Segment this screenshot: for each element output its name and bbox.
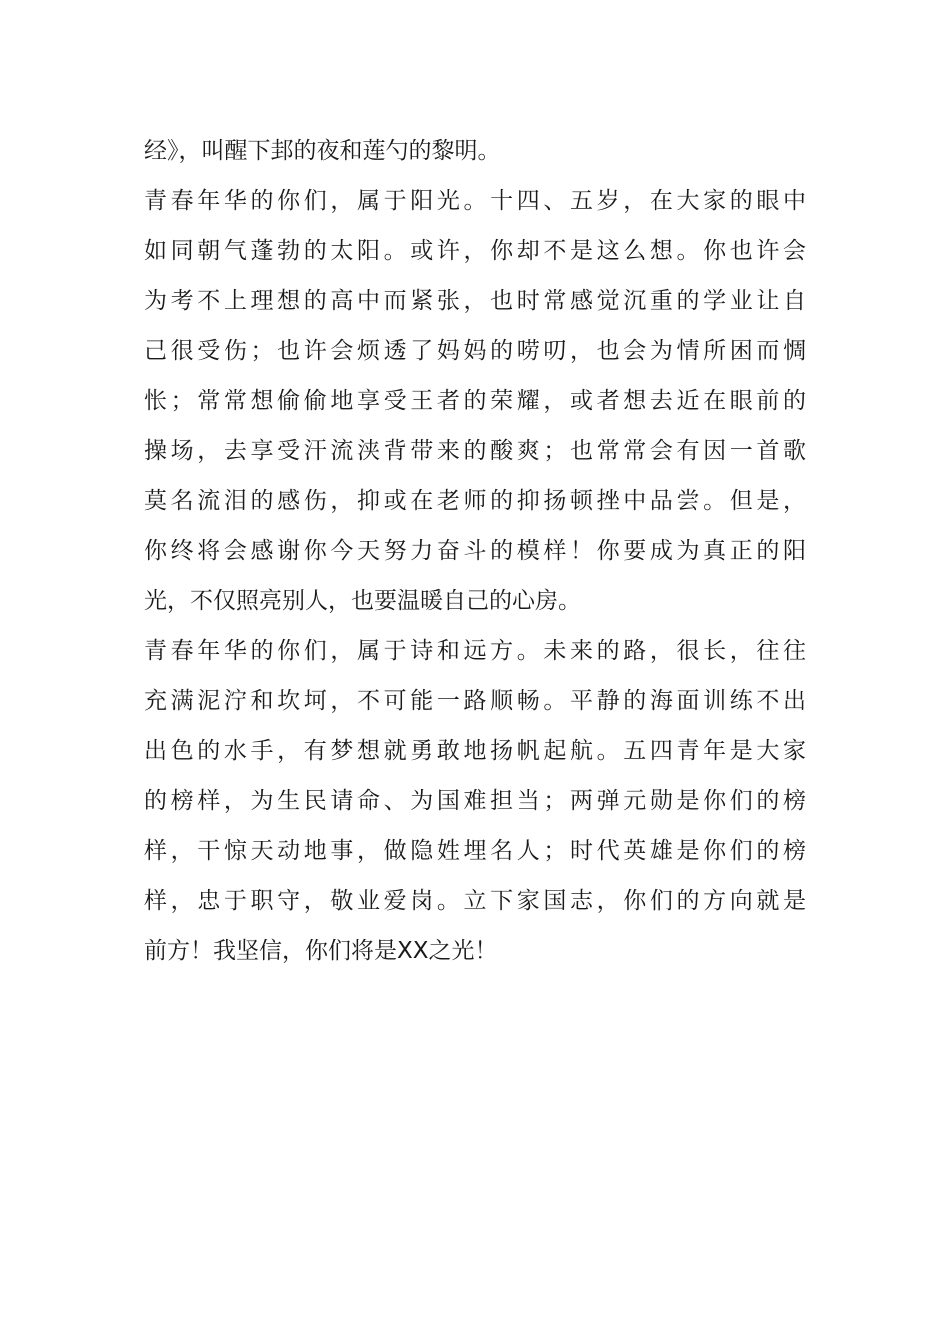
- text-line: 为考不上理想的高中而紧张，也时常感觉沉重的学业让自: [144, 288, 806, 314]
- text-line: 操场，去享受汗流浃背带来的酸爽；也常常会有因一首歌: [144, 438, 806, 464]
- text-line: 如同朝气蓬勃的太阳。或许，你却不是这么想。你也许会: [144, 238, 806, 264]
- document-body: [144, 126, 806, 976]
- text-line: 出色的水手，有梦想就勇敢地扬帆起航。五四青年是大家: [144, 738, 806, 764]
- text-line: 青春年华的你们，属于阳光。十四、五岁，在大家的眼中: [144, 188, 806, 214]
- text-line: 样，忠于职守，敬业爱岗。立下家国志，你们的方向就是: [144, 888, 806, 914]
- text-line: 前方！我坚信，你们将是XX之光！: [144, 938, 498, 964]
- text-line: 青春年华的你们，属于诗和远方。未来的路，很长，往往: [144, 638, 806, 664]
- text-line: 莫名流泪的感伤，抑或在老师的抑扬顿挫中品尝。但是，: [144, 488, 806, 514]
- text-line: 光，不仅照亮别人，也要温暖自己的心房。: [144, 588, 581, 614]
- text-line: 你终将会感谢你今天努力奋斗的模样！你要成为真正的阳: [144, 538, 806, 564]
- text-line: 经》，叫醒下邽的夜和莲勺的黎明。: [144, 138, 501, 164]
- text-line: 样，干惊天动地事，做隐姓埋名人；时代英雄是你们的榜: [144, 838, 806, 864]
- text-line: 怅；常常想偷偷地享受王者的荣耀，或者想去近在眼前的: [144, 388, 806, 414]
- text-line: 充满泥泞和坎坷，不可能一路顺畅。平静的海面训练不出: [144, 688, 806, 714]
- text-line: 己很受伤；也许会烦透了妈妈的唠叨，也会为情所困而惆: [144, 338, 806, 364]
- text-line: 的榜样，为生民请命、为国难担当；两弹元勋是你们的榜: [144, 788, 806, 814]
